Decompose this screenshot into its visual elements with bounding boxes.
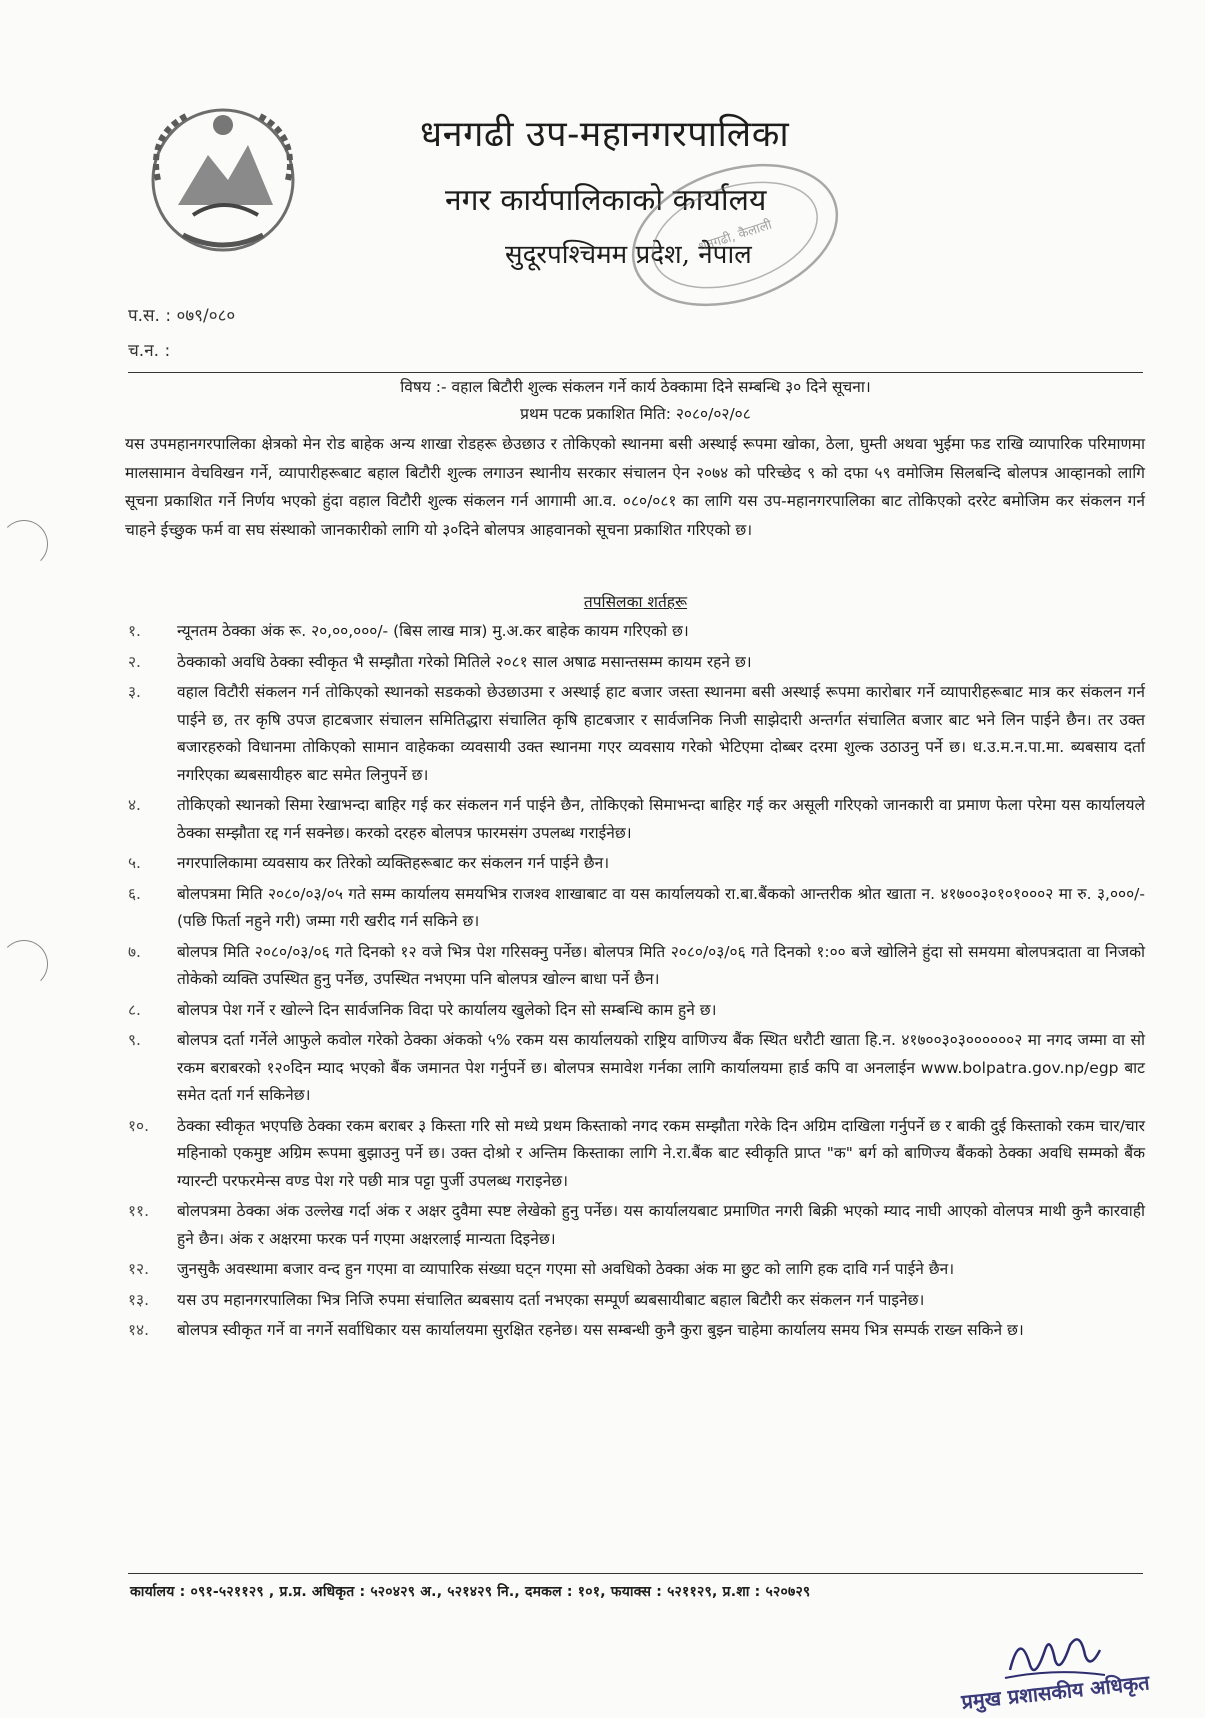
contact-footer: कार्यालय : ०९१-५२११२९ , प्र.प्र. अधिकृत : ५२०४२९ अ., ५२१४२९ नि., दमकल : १०१, फयाक्स : ५२११२९, प्र.शा : ५२०७२९ [130,1584,811,1600]
reference-number: प.स. : ०७९/०८० [128,306,236,326]
term-text: जुनसुकै अवस्थामा बजार वन्द हुन गएमा वा व्यापारिक संख्या घट्न गएमा सो अवधिको ठेक्का अंक मा छुट को लागि हक दावि गर्न पाईने छैन। [177,1260,955,1278]
term-text: बोलपत्रमा ठेक्का अंक उल्लेख गर्दा अंक र अक्षर दुवैमा स्पष्ट लेखेको हुनु पर्नेछ। यस कार्यालयबाट प्रमाणित नगरी बिक्री भएको म्याद नाघी आएको वोलपत्र माथी कुनै कारवाही हुने छैन। अंक र अक्षरमा फरक पर्न गएमा अक्षरलाई मान्यता दिइनेछ। [177,1202,1145,1248]
province-name: सुदूरपश्चिमम प्रदेश, नेपाल [505,240,752,270]
term-text: नगरपालिकामा व्यवसाय कर तिरेको व्यक्तिहरूबाट कर संकलन गर्न पाईने छैन। [177,854,610,872]
term-text: तोकिएको स्थानको सिमा रेखाभन्दा बाहिर गई कर संकलन गर्न पाईने छैन, तोकिएको सिमाभन्दा बाहिर गई कर असूली गरिएको जानकारी वा प्रमाण फेला परेमा यस कार्यालयले ठेक्का सम्झौता रद्द गर्न सक्नेछ। करको दरहरु बोलपत्र फारमसंग उपलब्ध गराईनेछ। [177,796,1145,842]
term-number: ५. [128,854,141,872]
intro-paragraph: यस उपमहानगरपालिका क्षेत्रको मेन रोड बाहेक अन्य शाखा रोडहरू छेउछाउ र तोकिएको स्थानमा बसी अस्थाई रूपमा खोका, ठेला, घुम्ती अथवा भुईमा फड राखि व्यापारिक परिमाणमा मालसामान वेचविखन गर्ने, व्यापारीहरूबाट बहाल बिटौरी शुल्क लगाउन स्थानीय सरकार संचालन ऐन २०७४ को परिच्छेद ९ को दफा ५९ वमोजिम सिलबन्दि बोलपत्र आव्हानको लागि सूचना प्रकाशित गर्ने निर्णय भएको हुंदा वहाल विटौरी शुल्क संकलन गर्न आगामी आ.व. ०८०/०८१ का लागि यस उप-महानगरपालिका बाट तोकिएको दररेट बमोजिम कर संकलन गर्न चाहने ईच्छुक फर्म वा सघ संस्थाको जानकारीको लागि यो ३०दिने बोलपत्र आहवानको सूचना प्रकाशित गरिएको छ। [125,435,1145,539]
office-seal-stamp [620,160,850,310]
term-text: ठेक्का स्वीकृत भएपछि ठेक्का रकम बराबर ३ किस्ता गरि सो मध्ये प्रथम किस्ताको नगद रकम सम्झौता गरेके दिन अग्रिम दाखिला गर्नुपर्ने छ र बाकी दुई किस्ताको रकम चार/चार महिनाको एकमुष्ट अग्रिम रूपमा बुझाउनु पर्ने छ। उक्त दोश्रो र अन्तिम किस्ताका लागि ने.रा.बैंक बाट स्वीकृति प्राप्त "क" बर्ग को बाणिज्य बैंकको ठेक्का अवधि सम्मको बैंक ग्यारन्टी परफरमेन्स वण्ड पेश गरे पछी मात्र पट्टा पुर्जी उपलब्ध गराइनेछ। [177,1116,1145,1190]
term-number: ९. [128,1031,141,1049]
term-text: ठेक्काको अवधि ठेक्का स्वीकृत भै सम्झौता गरेको मितिले २०८१ साल अषाढ मसान्तसम्म कायम रहने छ। [177,652,752,671]
term-number: २. [128,652,141,671]
term-text: यस उप महानगरपालिका भित्र निजि रुपमा संचालित ब्यबसाय दर्ता नभएका सम्पूर्ण ब्यबसायीबाट बहाल बिटौरी कर संकलन गर्न पाइनेछ। [177,1290,925,1309]
organization-name: धनगढी उप-महानगरपालिका [420,114,790,155]
term-text: बोलपत्र दर्ता गर्नेले आफुले कवोल गरेको ठेक्का अंकको ५% रकम यस कार्यालयको राष्ट्रिय वाणिज्य बैंक स्थित धरौटी खाता हि.न. ४१७००३०३००००००२ मा नगद जम्मा वा सो रकम बराबरको १२०दिन म्याद भएको बैंक जमानत पेश गर्नुपर्ने छ। बोलपत्र समावेश गर्नका लागि कार्यालयमा हार्ड कपि वा अनलाईन www.bolpatra.gov.np/egp बाट समेत दर्ता गर्न सकिनेछ। [177,1031,1145,1104]
term-number: १. [128,622,141,640]
term-item [122,1113,1145,1196]
svg-text:धनगढी, कैलाली: धनगढी, कैलाली [697,217,774,256]
term-number: ८. [128,1000,141,1019]
footer-divider [128,1573,1143,1574]
term-item [122,939,1145,994]
term-number: ७. [128,942,141,961]
term-text: बोलपत्र स्वीकृत गर्ने वा नगर्ने सर्वाधिकार यस कार्यालयमा सुरक्षित रहनेछ। यस सम्बन्धी कुनै कुरा बुझ्न चाहेमा कार्यालय समय भित्र सम्पर्क राख्न सकिने छ। [177,1321,1024,1339]
terms-list [122,618,1145,1348]
term-item [122,1256,1145,1284]
term-text: न्यूनतम ठेक्का अंक रू. २०,००,०००/- (बिस लाख मात्र) मु.अ.कर बाहेक कायम गरिएको छ। [177,622,689,640]
punch-hole [0,940,48,988]
term-item [122,1198,1145,1253]
term-number: ६. [128,884,141,903]
term-item [122,881,1145,936]
term-number: ४. [128,796,141,814]
term-item [122,1287,1145,1315]
term-item [122,1027,1145,1110]
term-text: वहाल विटौरी संकलन गर्न तोकिएको स्थानको सडकको छेउछाउमा र अस्थाई हाट बजार जस्ता स्थानमा बसी अस्थाई रूपमा कारोबार गर्ने व्यापारीहरूबाट मात्र कर संकलन गर्न पाईने छ, तर कृषि उपज हाटबजार संचालन समितिद्धारा संचालित कृषि हाटबजार र सार्वजनिक निजी साझेदारी अन्तर्गत संचालित बजार बाट भने लिन पाईने छैन। तर उक्त बजारहरुको विधानमा तोकिएको सामान वाहेकका व्यवसायी उक्त स्थानमा गएर व्यवसाय गरेको भेटिएमा दोब्बर दरमा शुल्क उठाउनु पर्ने छ। ध.उ.म.न.पा.मा. ब्यबसाय दर्ता नगरिएका ब्यबसायीहरु बाट समेत लिनुपर्ने छ। [177,683,1145,784]
schedule-heading: तपसिलका शर्तहरू [583,593,688,611]
office-name: नगर कार्यपालिकाको कार्यालय [445,183,767,218]
term-item [122,649,1145,677]
term-item [122,850,1145,878]
term-item [122,792,1145,847]
divider [128,372,1143,373]
term-text: बोलपत्र मिति २०८०/०३/०६ गते दिनको १२ वजे भित्र पेश गरिसक्नु पर्नेछ। बोलपत्र मिति २०८०/०३/०६ गते दिनको १:०० बजे खोलिने हुंदा सो समयमा बोलपत्रदाता वा निजको तोकेको व्यक्ति उपस्थित हुनु पर्नेछ, उपस्थित नभएमा पनि बोलपत्र खोल्न बाधा पर्ने छैन। [177,942,1145,988]
term-text: बोलपत्रमा मिति २०८०/०३/०५ गते सम्म कार्यालय समयभित्र राजश्व शाखाबाट वा यस कार्यालयको रा.बा.बैंकको आन्तरीक श्रोत खाता न. ४१७००३०१०१०००२ मा रु. ३,०००/- (पछि फिर्ता नहुने गरी) जम्मा गरी खरीद गर्न सकिने छ। [177,884,1145,930]
signatory-title: प्रमुख प्रशासकीय अधिकृत [960,1670,1151,1714]
term-item [122,997,1145,1025]
term-number: १३. [128,1290,150,1309]
term-number: १२. [128,1260,150,1278]
subject-line: विषय :- वहाल बिटौरी शुल्क संकलन गर्ने कार्य ठेक्कामा दिने सम्बन्धि ३० दिने सूचना। [400,378,871,396]
term-item [122,679,1145,789]
nepal-emblem-icon [138,95,308,265]
term-number: ११. [128,1202,150,1220]
term-item [122,618,1145,646]
term-number: १०. [128,1116,150,1135]
publish-date: प्रथम पटक प्रकाशित मिति: २०८०/०२/०८ [520,405,751,423]
punch-hole [0,520,48,568]
term-text: बोलपत्र पेश गर्ने र खोल्ने दिन सार्वजनिक विदा परे कार्यालय खुलेको दिन सो सम्बन्धि काम हुने छ। [177,1000,717,1019]
term-number: ३. [128,683,141,701]
term-number: १४. [128,1321,150,1339]
dispatch-number: च.न. : [128,341,171,361]
term-item [122,1317,1145,1345]
